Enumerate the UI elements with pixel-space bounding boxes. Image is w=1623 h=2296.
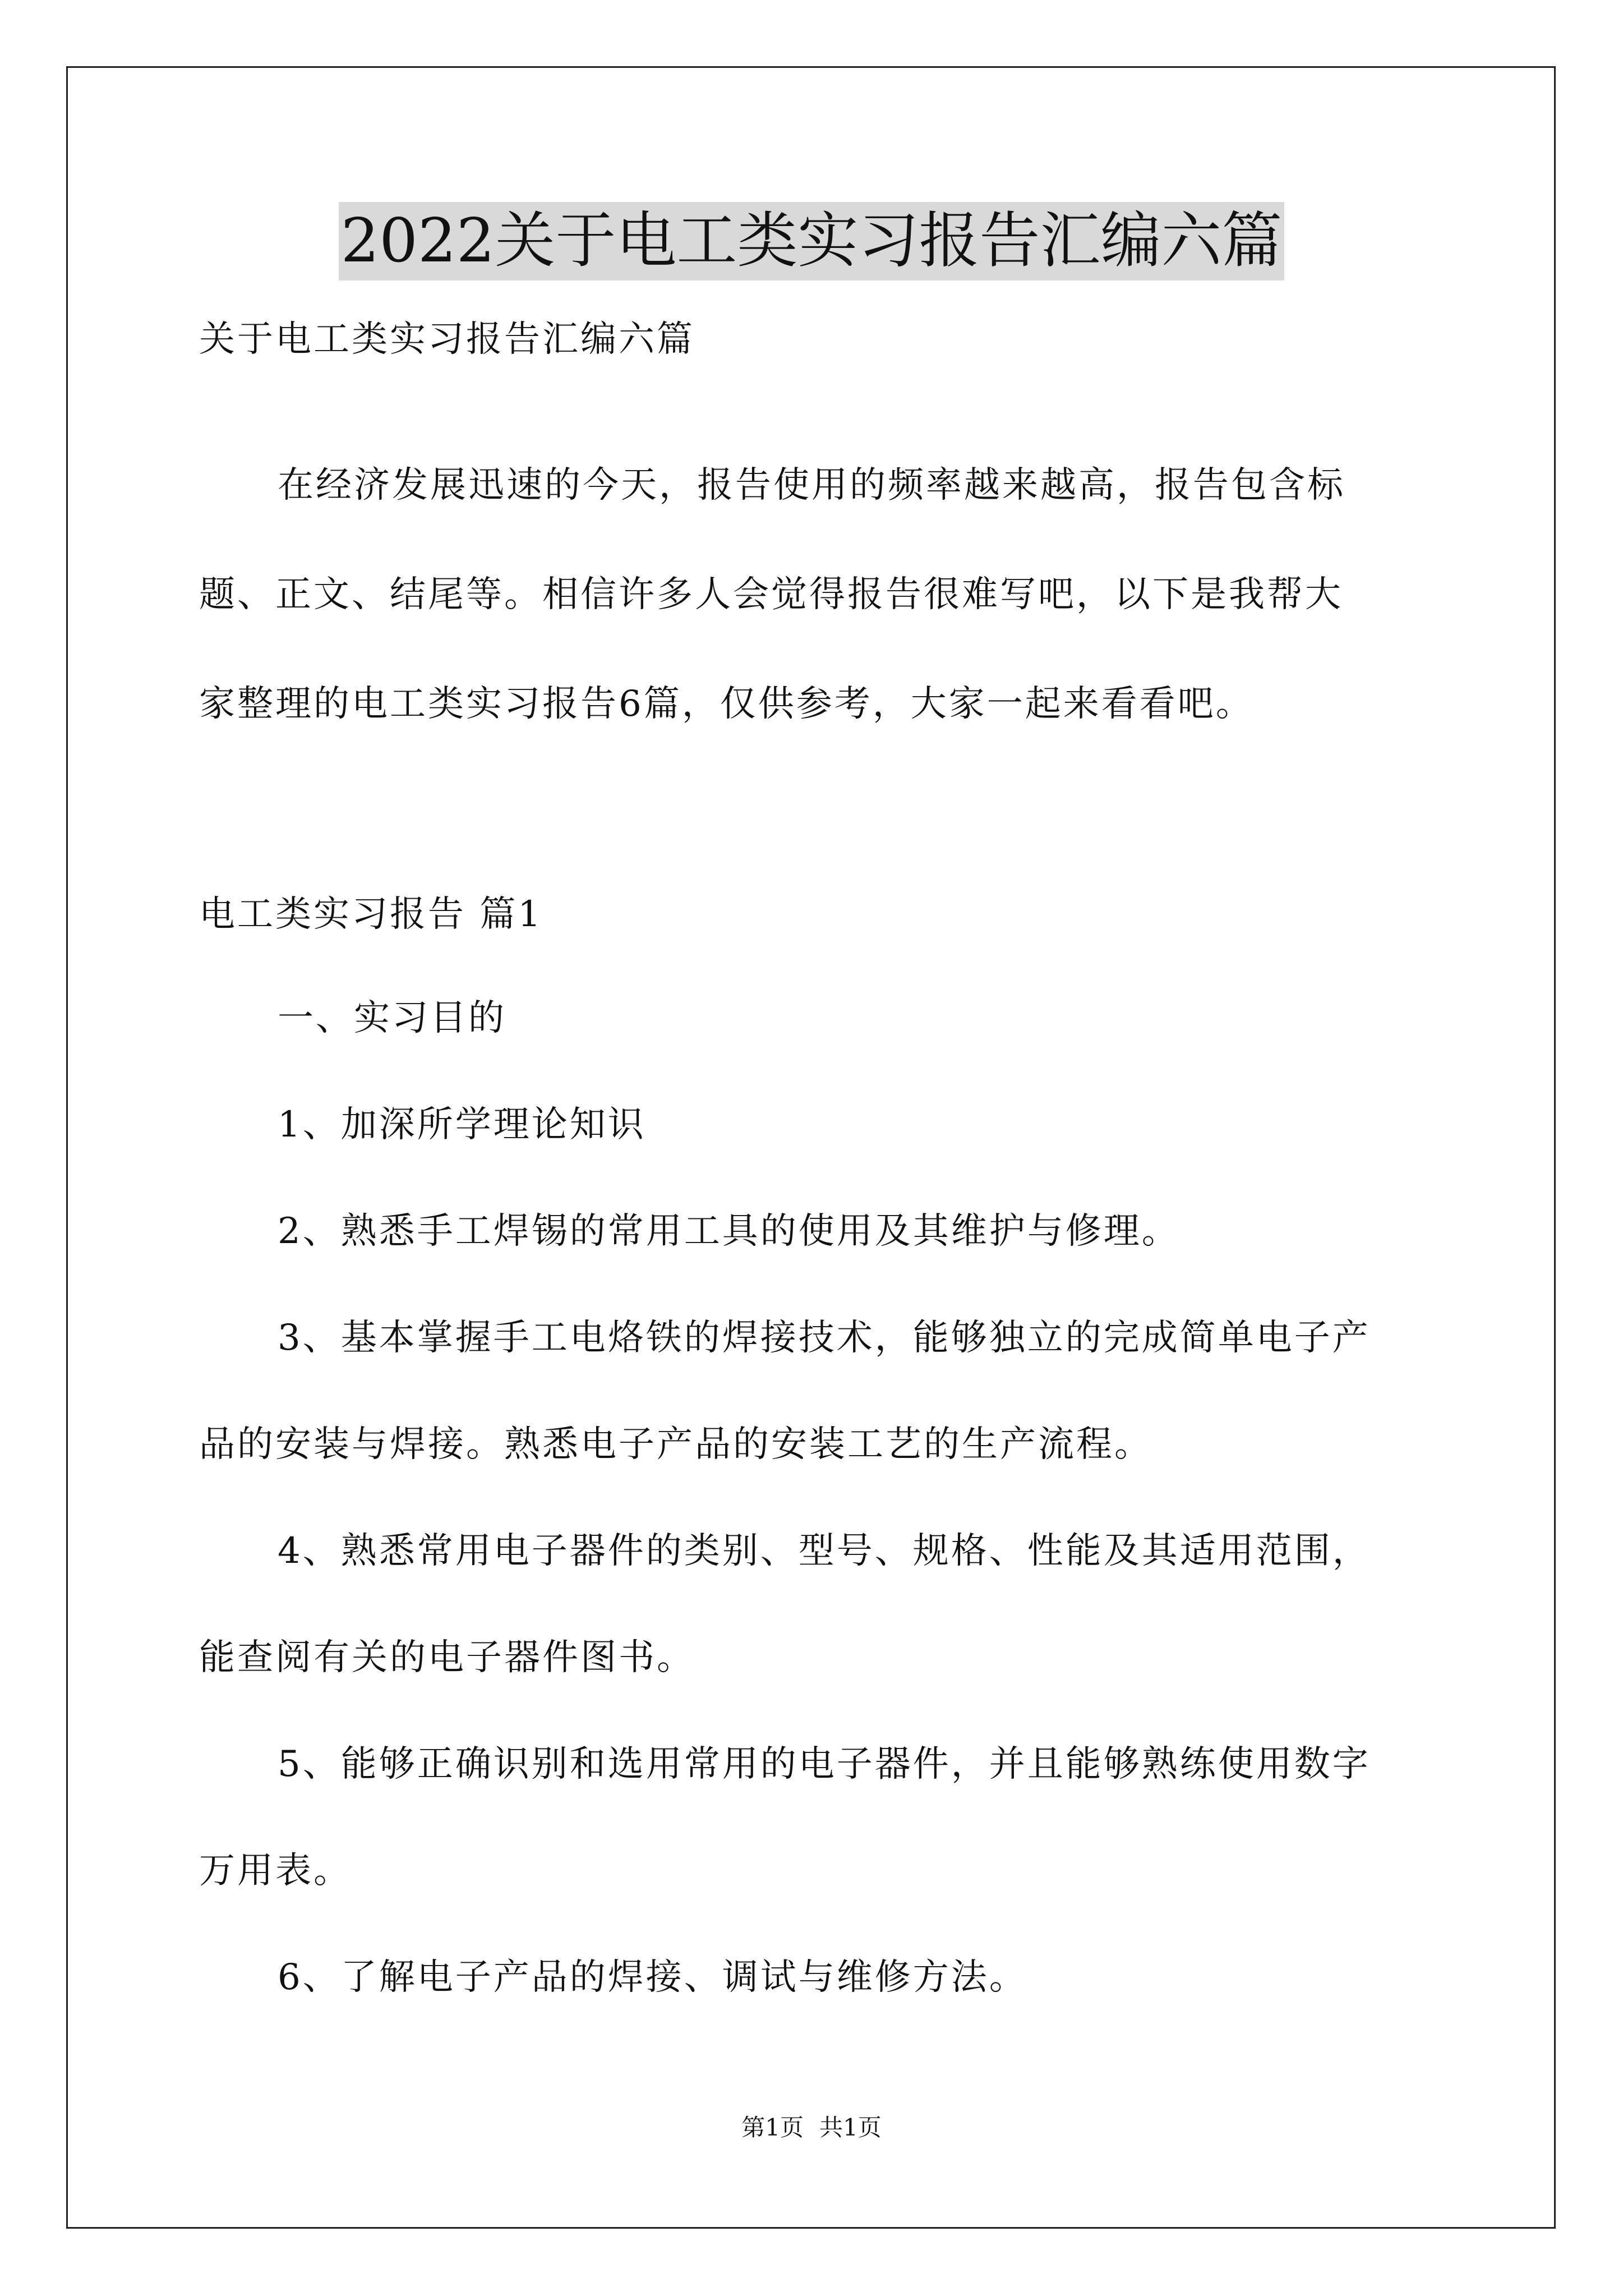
paragraph-line: 在经济发展迅速的今天，报告使用的频率越来越高，报告包含标: [278, 464, 1345, 506]
list-item: 2、熟悉手工焊锡的常用工具的使用及其维护与修理。: [278, 1211, 1180, 1252]
list-item-continuation: 能查阅有关的电子器件图书。: [199, 1637, 695, 1678]
title-container: [0, 202, 1623, 280]
list-item: 4、熟悉常用电子器件的类别、型号、规格、性能及其适用范围，: [278, 1530, 1371, 1572]
page-border: [66, 66, 1556, 2229]
subtitle-line: 关于电工类实习报告汇编六篇: [199, 319, 695, 360]
section-heading: 电工类实习报告 篇1: [199, 894, 543, 935]
list-item: 1、加深所学理论知识: [278, 1104, 646, 1145]
document-title: 2022关于电工类实习报告汇编六篇: [339, 202, 1285, 280]
page-footer: [0, 2112, 1623, 2143]
list-item: 6、了解电子产品的焊接、调试与维修方法。: [278, 1957, 1027, 1998]
sub-heading: 一、实习目的: [278, 997, 506, 1039]
paragraph-line: 题、正文、结尾等。相信许多人会觉得报告很难写吧，以下是我帮大: [199, 574, 1343, 615]
list-item: 3、基本掌握手工电烙铁的焊接技术，能够独立的完成简单电子产: [278, 1317, 1371, 1359]
page-total: 共1页: [819, 2114, 882, 2141]
list-item-continuation: 万用表。: [199, 1850, 352, 1892]
paragraph-line: 家整理的电工类实习报告6篇，仅供参考，大家一起来看看吧。: [199, 683, 1254, 725]
list-item: 5、能够正确识别和选用常用的电子器件，并且能够熟练使用数字: [278, 1743, 1371, 1785]
list-item-continuation: 品的安装与焊接。熟悉电子产品的安装工艺的生产流程。: [199, 1424, 1152, 1465]
page-number: 第1页: [741, 2114, 804, 2141]
